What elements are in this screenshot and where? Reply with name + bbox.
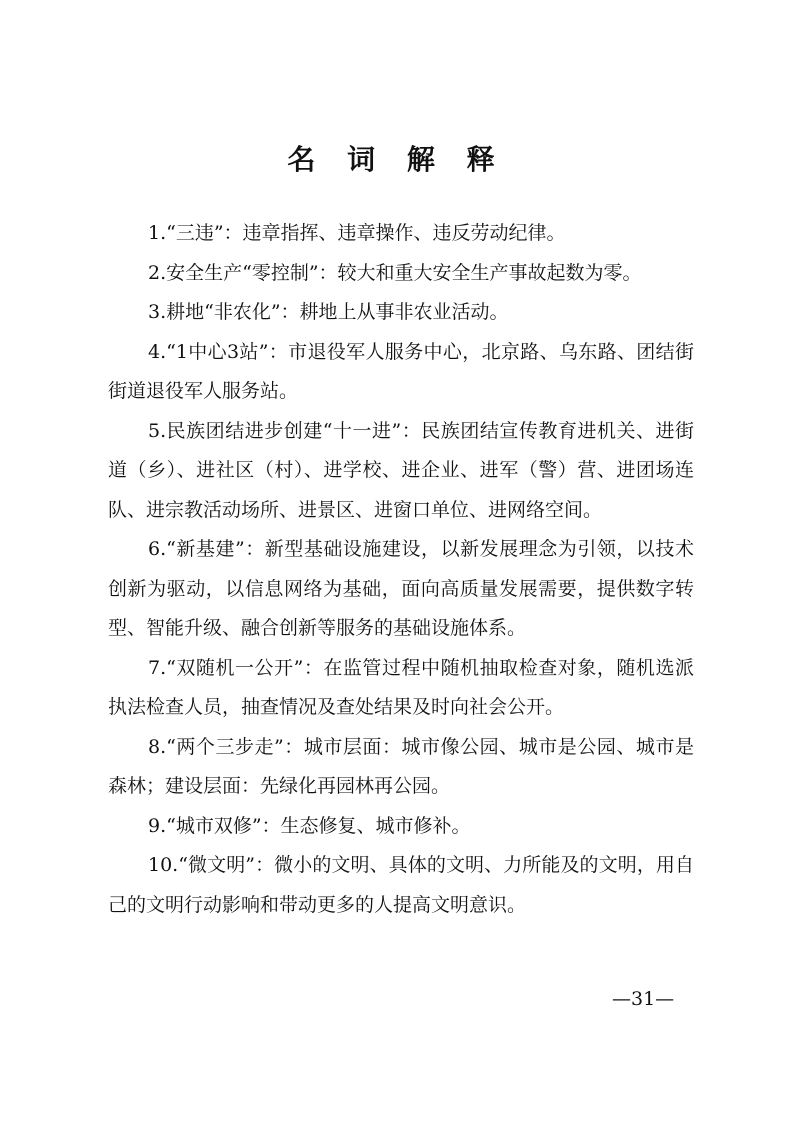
page-title: 名 词 解 释 (287, 143, 506, 176)
glossary-entry-8: 8.“两个三步走”：城市层面：城市像公园、城市是公园、城市是森林；建设层面：先绿化再园林再公园。 (108, 735, 694, 797)
glossary-entry-2: 2.安全生产“零控制”：较大和重大安全生产事故起数为零。 (148, 261, 642, 284)
glossary-entry-3: 3.耕地“非农化”：耕地上从事非农业活动。 (148, 301, 509, 323)
glossary-entry-6: 6.“新基建”：新型基础设施建设，以新发展理念为引领，以技术创新为驱动，以信息网络为基础，面向高质量发展需要，提供数字转型、智能升级、融合创新等服务的基础设施体系。 (108, 538, 694, 639)
glossary-entry-4: 4.“1中心3站”：市退役军人服务中心，北京路、乌东路、团结街街道退役军人服务站。 (108, 340, 694, 402)
glossary-list (108, 214, 694, 925)
page-number: —31— (612, 988, 675, 1010)
glossary-entry-10: 10.“微文明”：微小的文明、具体的文明、力所能及的文明，用自己的文明行动影响和带动更多的人提高文明意识。 (108, 854, 694, 916)
glossary-entry-9: 9.“城市双修”：生态修复、城市修补。 (148, 814, 471, 837)
glossary-entry-5: 5.民族团结进步创建“十一进”：民族团结宣传教育进机关、进街道（乡）、进社区（村）、进学校、进企业、进军（警）营、进团场连队、进宗教活动场所、进景区、进窗口单位、进网络空间。 (108, 419, 694, 521)
glossary-entry-1: 1.“三违”：违章指挥、违章操作、违反劳动纪律。 (148, 222, 566, 244)
glossary-entry-7: 7.“双随机一公开”：在监管过程中随机抽取检查对象，随机选派执法检查人员，抽查情况及查处结果及时向社会公开。 (108, 656, 694, 718)
